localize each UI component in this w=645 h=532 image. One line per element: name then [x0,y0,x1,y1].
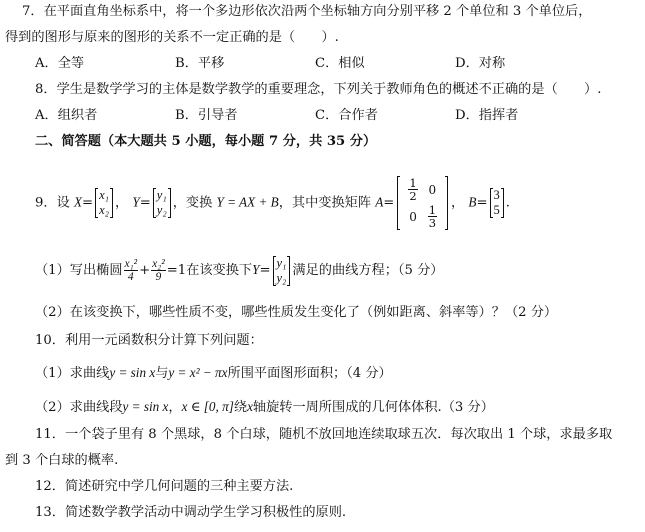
q9-vector-y [153,188,171,218]
q9-transform-eq: Y = AX + B [216,194,279,210]
q9-matrix-a [397,176,448,230]
vec-b1: 3 [493,188,500,202]
q9-eq4: = [476,195,488,211]
ellipse-x-den: 4 [127,271,134,283]
q9-eq1: = [82,195,94,211]
q9-mid-text: ，其中变换矩阵 [278,195,372,211]
mat-a12: 0 [428,182,437,197]
ellipse-x-num: x₁² [124,258,138,270]
q10-2-lead: （2）求曲线段 [35,400,123,415]
q10-1-and: 与 [155,366,169,381]
ellipse-y-den: 9 [155,271,162,283]
section-title: 二、简答题（本大题共 5 小题，每小题 7 分，共 35 分） [35,134,377,149]
q9-part1 [35,252,443,289]
q10-2-tail: 轴旋转一周所围成的几何体体积.（3 分） [252,400,494,415]
q9-sep3: ， [451,195,465,211]
q13: 13．简述数学教学活动中调动学生学习积极性的原则. [35,505,347,520]
q9-1-vector-y [273,256,291,286]
q10-2-rot: 绕 [233,400,248,415]
q9-line [35,176,510,230]
q9-var-b: B [468,194,477,210]
vec-x1: x₁ [99,188,109,202]
q9-eq2: = [139,195,151,211]
q9-vector-x [95,188,113,218]
q9-part2: （2）在该变换下，哪些性质不变，哪些性质发生变化了（例如距离、斜率等）？（2 分） [35,305,558,320]
q9-sep2: ， [172,195,186,211]
mat-a11-num: 1 [409,176,417,190]
ellipse-frac-x [124,258,139,283]
q9-var-x: X [73,194,83,210]
q8-option-b: B．引导者 [175,108,238,123]
q11-line1: 11．一个袋子里有 8 个黑球，8 个白球，随机不放回地连续取球五次．每次取出 1 个球，求最多取 [35,427,613,442]
q9-lead: 9．设 [35,195,70,211]
q7-line1: 7．在平面直角坐标系中，将一个多边形依次沿两个坐标轴方向分别平移 2 个单位和 3 个单位后， [22,4,592,19]
ellipse-y-num: x₂² [152,258,165,270]
q10-2-domain: x ∈ [0, π] [181,399,234,414]
q9-eq3: = [383,195,395,211]
q9-transform-text: 变换 [185,195,213,211]
q10-1-func2: y = x² − πx [168,365,228,380]
mat-a22-den: 3 [428,216,437,230]
q8-option-d: D．指挥者 [455,108,519,123]
q10-2-comma: ， [168,400,182,415]
q9-1-var-y: Y [252,262,260,277]
q10-part1 [35,364,392,383]
vec-y1: y₁ [156,188,167,202]
q10-lead: 10．利用一元函数积分计算下列问题： [35,333,263,348]
q9-end: . [505,195,510,211]
q8-line1: 8．学生是数学学习的主体是数学教学的重要理念，下列关于教师角色的概述不正确的是（ ）. [35,82,602,97]
q7-option-b: B．平移 [175,56,225,71]
vec-x2: x₂ [99,203,109,217]
q12: 12．简述研究中学几何问题的三种主要方法. [35,479,294,494]
q7-option-a: A．全等 [35,56,85,71]
q9-vector-b [490,188,504,218]
q9-var-y: Y [132,194,140,210]
mat-a11-den: 2 [409,189,417,203]
q8-option-c: C．合作者 [315,108,378,123]
ellipse-rhs: =1 [166,263,187,278]
q10-2-func: y = sin x [122,399,169,414]
q10-1-lead: （1）求曲线 [35,366,110,381]
vec-b2: 5 [493,203,500,217]
q10-part2 [35,398,494,417]
ellipse-plus: + [139,263,151,278]
q9-1-eq: = [259,263,271,278]
mat-a21: 0 [409,209,417,224]
q7-line2: 得到的图形与原来的图形的关系不一定正确的是（ ）. [5,30,339,45]
q7-option-d: D．对称 [455,56,506,71]
q9-1-y1: y₁ [276,255,287,270]
q9-1-y2: y₂ [276,270,287,285]
vec-y2: y₂ [156,203,167,217]
q10-1-func1: y = sin x [109,365,156,380]
q9-1-mid: 在该变换下 [186,263,253,278]
q9-1-tail: 满足的曲线方程；（5 分） [292,263,444,278]
q10-1-tail: 所围平面图形面积；（4 分） [227,366,392,381]
q7-option-c: C．相似 [315,56,365,71]
ellipse-frac-y [151,258,166,283]
q8-option-a: A．组织者 [35,108,98,123]
mat-a22-num: 1 [428,203,437,217]
q11-line2: 到 3 个白球的概率. [5,453,119,468]
q9-sep1: ， [115,195,129,211]
q9-1-lead: （1）写出椭圆 [35,263,123,278]
q10-2-axis: x [247,399,253,414]
q9-var-a: A [375,194,384,210]
